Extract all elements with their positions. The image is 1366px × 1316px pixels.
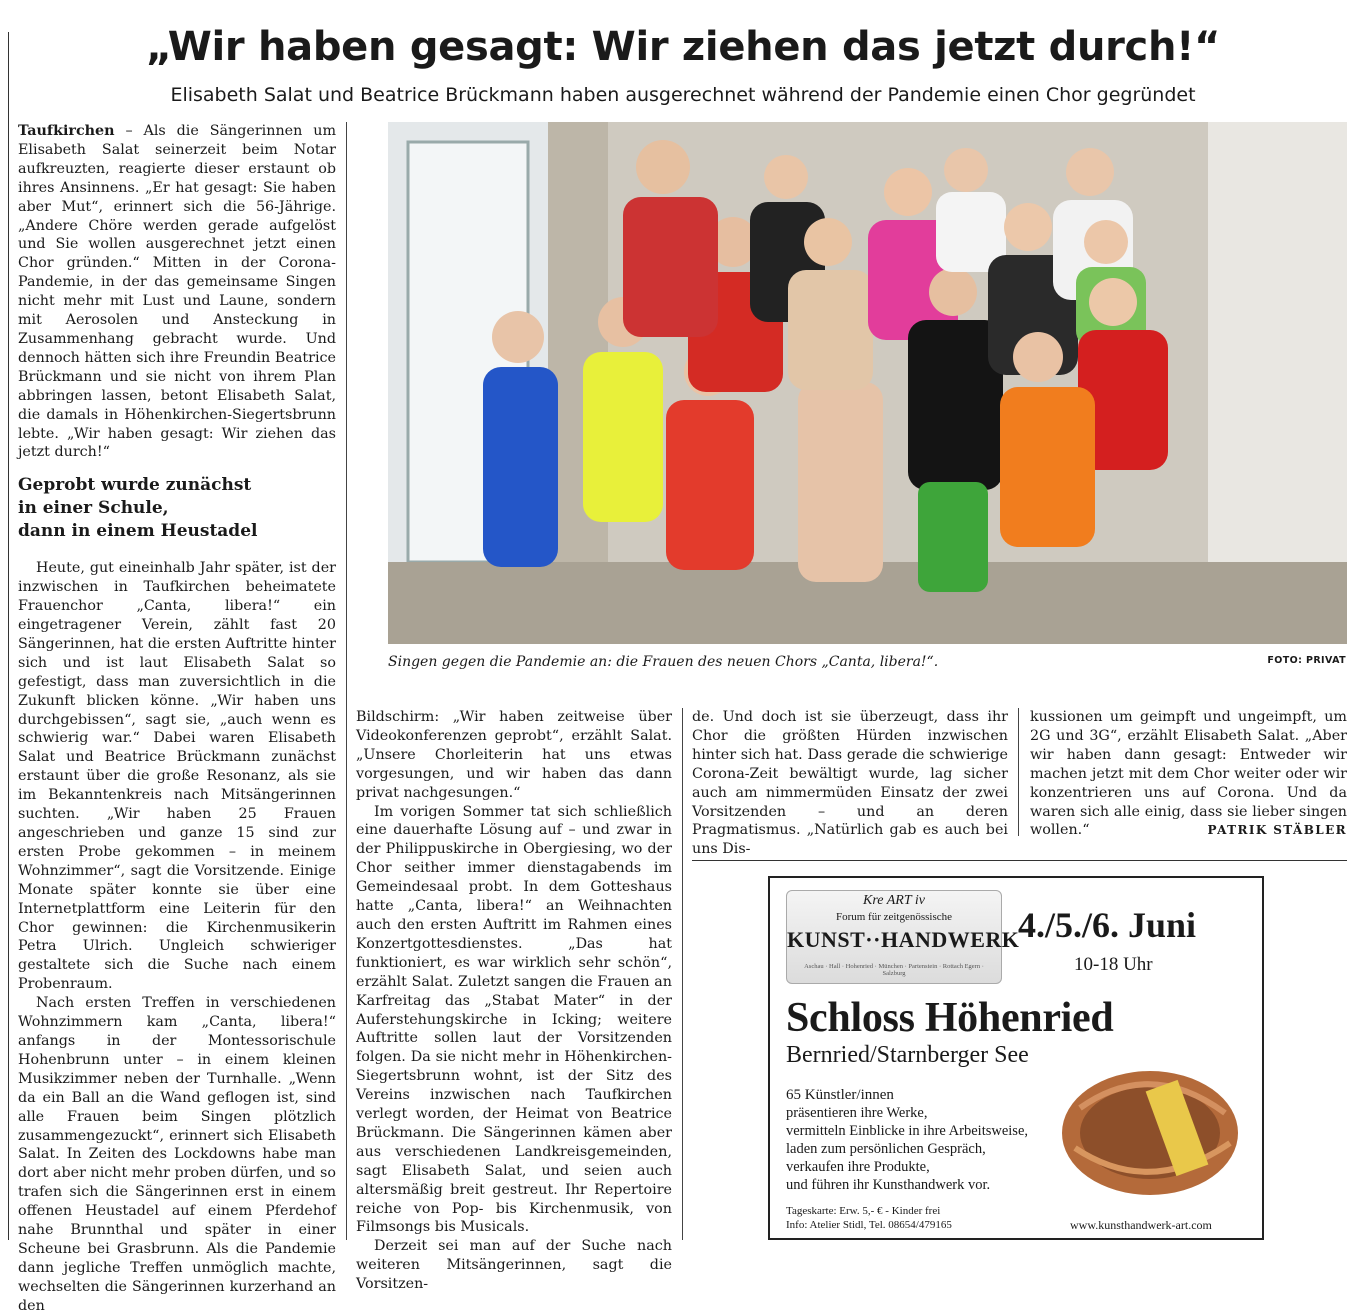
dateline: Taufkirchen [18, 123, 115, 139]
column-divider [346, 122, 347, 1240]
choir-photo [388, 122, 1347, 644]
ad-website[interactable]: www.kunsthandwerk-art.com [1070, 1218, 1212, 1232]
column-divider [1018, 708, 1019, 836]
ad-dates: 4./5./6. Juni [1018, 905, 1197, 945]
crosshead-line: in einer Schule, [18, 498, 169, 519]
copper-basket-image [1050, 1038, 1250, 1208]
left-margin-rule [8, 32, 9, 1240]
body-paragraph: Heute, gut eineinhalb Jahr später, ist der inzwischen in Taufkirchen beheimatete Frauenchor „Canta, libera!“ ein eingetragener Verein, zählt fast 20 Sängerinnen, hat die ersten Auftritte hinter sich und ist laut Elisabeth Salat so gefestigt, dass man zuversichtlich in die Zukunft blicken könne. „Wir haben uns durchgebissen“, sagt sie, „auch wenn es schwierig war.“ Dabei waren Elisabeth Salat und Beatrice Brückmann zunächst erstaunt über die große Resonanz, als sie im Bekanntenkreis nach Mitsängerinnen suchten. „Wir haben 25 Frauen angeschrieben und ganze 15 sind zur ersten Probe gekommen – in meinem Wohnzimmer“, sagt die Vorsitzende. Einige Monate später konnte sie über eine Internetplattform eine Leiterin für den Chor gewinnen: die Kirchenmusikerin Petra Ulrich. Ungleich schwieriger gestaltete sich die Suche nach einem Probenraum. [18, 560, 336, 993]
body-paragraph: Derzeit sei man auf der Suche nach weiteren Mitsängerinnen, sagt die Vorsitzen- [356, 1238, 672, 1293]
photo-credit: FOTO: PRIVAT [1267, 655, 1346, 666]
choir-photo-image [388, 122, 1347, 644]
logo-forum: Forum für zeitgenössische [835, 911, 953, 923]
column-2 [356, 708, 672, 1294]
column-4 [1030, 708, 1347, 840]
column-divider [682, 708, 683, 1240]
body-paragraph: Bildschirm: „Wir haben zeitweise über Videokonferenzen geprobt“, erzählt Salat. „Unsere Chorleiterin hat uns etwas vorgesungen, und wir haben das dann privat nachgesungen.“ [356, 709, 672, 801]
ad-separator-rule [692, 860, 1347, 861]
lead-paragraph [18, 122, 336, 462]
ad-desc-line: vermitteln Einblicke in ihre Arbeitsweise, [786, 1123, 1029, 1139]
ad-desc-line: verkaufen ihre Produkte, [786, 1159, 930, 1175]
ad-region: Bernried/Starnberger See [786, 1042, 1029, 1068]
column-1 [18, 122, 336, 1316]
logo-main: KUNST··HANDWERK [787, 927, 1020, 952]
ad-ticket: Tageskarte: Erw. 5,- € - Kinder frei [786, 1205, 941, 1217]
lead-text: – Als die Sängerinnen um Elisabeth Salat seinerzeit beim Notar aufkreuzten, reagierte dieser erstaunt ob ihres Ansinnens. „Er hat gesagt: Sie haben aber Mut“, erinnert sich die 56-Jährige. „Andere Chöre werden gerade aufgelöst und Sie wollen ausgerechnet jetzt einen Chor gründen.“ Mitten in der Corona-Pandemie, in der das gemeinsame Singen nicht mehr mit Lust und Laune, sondern mit Aerosolen und Ansteckung in Zusammenhang gebracht wurde. Und dennoch hätten sich ihre Freundin Beatrice Brückmann und sie nicht von ihrem Plan abbringen lassen, betont Elisabeth Salat, die damals in Höhenkirchen-Siegertsbrunn lebte. „Wir haben gesagt: Wir ziehen das jetzt durch!“ [18, 123, 336, 461]
crosshead-line: dann in einem Heustadel [18, 521, 258, 542]
crosshead [18, 474, 336, 543]
logo-title: Kre ART iv [863, 893, 925, 908]
ad-venue: Schloss Höhenried [786, 995, 1114, 1041]
advertisement [768, 876, 1264, 1240]
logo-places: Aschau · Hall · Hohenried · München · Partenstein · Rottach Egern · Salzburg [804, 963, 984, 977]
headline: „Wir haben gesagt: Wir ziehen das jetzt durch!“ [145, 24, 1221, 70]
body-text: kussionen um geimpft und ungeimpft, um 2G und 3G“, erzählt Elisabeth Salat. „Aber wir haben dann gesagt: Entweder wir machen jetzt mit dem Chor weiter oder wir konzentrieren uns auf Corona. Und da waren sich alle einig, dass sie lieber singen wollen.“ [1030, 709, 1347, 839]
body-paragraph: Nach ersten Treffen in verschiedenen Wohnzimmern kam „Canta, libera!“ anfangs in der Montessorischule Hohenbrunn unter – in einem kleinen Musikzimmer neben der Turnhalle. „Wenn da ein Ball an die Wand geflogen ist, sind alle Frauen beim Singen plötzlich zusammengezuckt“, erinnert sich Elisabeth Salat. In Zeiten des Lockdowns habe man dort aber nicht mehr proben dürfen, und so trafen sich die Sängerinnen erst in einem offenen Heustadel auf einem Pferdehof nahe Brunnthal und später in einer Scheune bei Grasbrunn. Als die Pandemie dann jegliche Treffen unmöglich machte, wechselten die Sängerinnen kurzerhand an den [18, 995, 336, 1314]
kreartiv-logo [786, 890, 1020, 984]
ad-artists-count: 65 Künstler/innen [786, 1087, 894, 1103]
crosshead-line: Geprobt wurde zunächst [18, 475, 252, 496]
column-3 [692, 708, 1008, 859]
ad-desc-line: und führen ihr Kunsthandwerk vor. [786, 1177, 991, 1193]
body-paragraph: Im vorigen Sommer tat sich schließlich eine dauerhafte Lösung auf – und zwar in der Philippuskirche in Obergiesing, wo der Chor seither immer dienstagabends im Gemeindesaal probt. In dem Gotteshaus hatte „Canta, libera!“ an Weihnachten auch den ersten Auftritt im Rahmen eines Konzertgottesdienstes. „Das hat funktioniert, es war wirklich sehr schön“, erzählt Salat. Zuletzt sangen die Frauen an Karfreitag das „Stabat Mater“ in der Auferstehungskirche in Icking; weitere Auftritte sollen laut der Vorsitzenden folgen. Da sie nicht mehr in Höhenkirchen-Siegertsbrunn wohnt, ist der Sitz des Vereins inzwischen nach Taufkirchen verlegt worden, der Heimat von Beatrice Brückmann. Die Sängerinnen kämen aber aus verschiedenen Landkreisgemeinden, sagt Elisabeth Salat, und seien auch altersmäßig breit gestreut. Ihr Repertoire reiche von Pop- bis Kirchenmusik, von Filmsongs bis Musicals. [356, 803, 672, 1236]
ad-artists [786, 1086, 1028, 1194]
ad-hours: 10-18 Uhr [1074, 954, 1153, 975]
body-paragraph: de. Und doch ist sie überzeugt, dass ihr Chor die größten Hürden inzwischen hinter sich hat. Dass gerade die schwierige Corona-Zeit bewältigt wurde, lag sicher auch am nimmermüden Einsatz der zwei Vorsitzenden – und an deren Pragmatismus. „Natürlich gab es auch bei uns Dis- [692, 709, 1008, 858]
ad-desc-line: laden zum persönlichen Gespräch, [786, 1141, 986, 1157]
photo-caption: Singen gegen die Pandemie an: die Frauen des neuen Chors „Canta, libera!“. [388, 654, 939, 670]
subheadline: Elisabeth Salat und Beatrice Brückmann haben ausgerechnet während der Pandemie einen Chor gegründet [170, 84, 1196, 106]
body-paragraph [1030, 708, 1347, 840]
ad-info: Info: Atelier Stidl, Tel. 08654/479165 [786, 1219, 952, 1231]
ad-desc-line: präsentieren ihre Werke, [786, 1105, 928, 1121]
ad-ticket-info [786, 1204, 952, 1232]
author-byline: PATRIK STÄBLER [1207, 823, 1347, 838]
